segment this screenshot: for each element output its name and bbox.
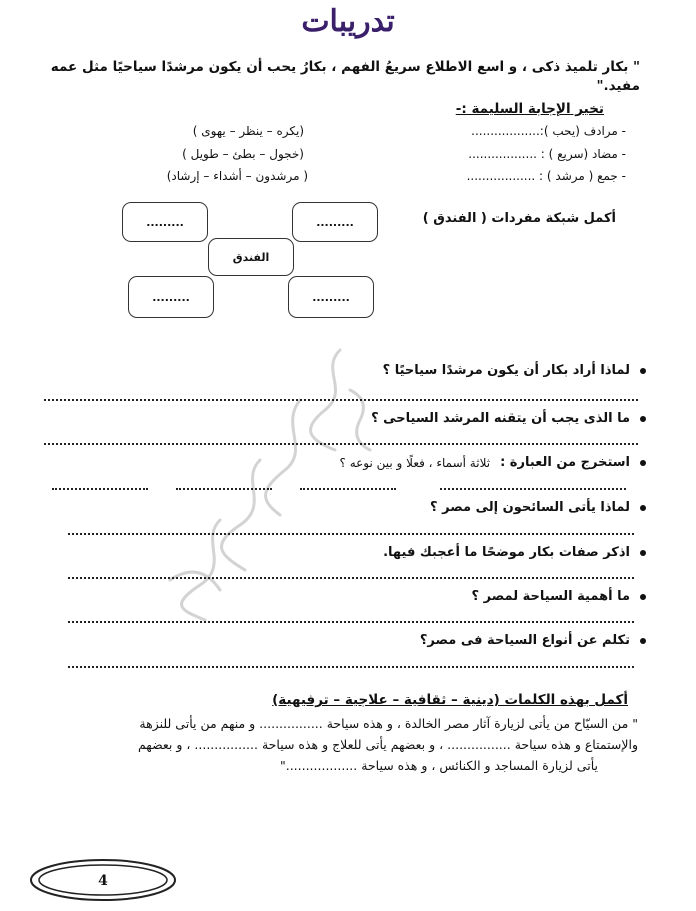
bullet-icon <box>640 368 646 374</box>
question-5-text: اذكر صفات بكار موضحًا ما أعجبك فيها. <box>383 545 630 560</box>
answer-line <box>300 488 396 490</box>
choose-options-2: (خجول – بطئ – طويل ) <box>182 147 304 161</box>
question-6 <box>472 589 646 604</box>
choose-heading: تخير الإجابة السليمة :- <box>455 101 604 117</box>
question-6-text: ما أهمية السياحة لمصر ؟ <box>471 589 630 604</box>
question-3-note: ثلاثة أسماء ، فعلًا و بين نوعه ؟ <box>339 455 491 470</box>
network-box-top-left: ......... <box>122 202 208 242</box>
page-title: تدريبات <box>301 4 395 39</box>
network-box-top-right: ......... <box>292 202 378 242</box>
bullet-icon <box>640 550 646 556</box>
intro-passage: " بكار تلميذ ذكى ، و اسع الاطلاع سريعُ الفهم ، بكارُ يحب أن يكون مرشدًا سياحيًا مثل عمه مفيد." <box>50 59 640 94</box>
question-1-text: لماذا أراد بكار أن يكون مرشدًا سياحيًا ؟ <box>382 363 630 378</box>
question-5 <box>383 545 646 560</box>
complete-line-1: " من السيّاح من يأتى لزيارة آثار مصر الخالدة ، و هذه سياحة ................ و منهم من يأتى للنزهة <box>139 716 638 731</box>
bullet-icon <box>640 638 646 644</box>
question-1 <box>383 363 646 378</box>
bullet-icon <box>640 505 646 511</box>
complete-line-3: يأتى لزيارة المساجد و الكنائس ، و هذه سياحة .................." <box>279 758 598 773</box>
choose-options-3: ( مرشدون – أشداء – إرشاد) <box>166 169 308 183</box>
question-7 <box>420 633 646 648</box>
question-4-text: لماذا يأتى السائحون إلى مصر ؟ <box>430 500 630 515</box>
answer-line <box>440 488 626 490</box>
question-3 <box>340 455 646 470</box>
answer-line <box>68 577 634 579</box>
choose-options-1: (يكره – ينظر – يهوى ) <box>192 124 304 138</box>
complete-line-2: والإستمتاع و هذه سياحة ................ ، و بعضهم يأتى للعلاج و هذه سياحة ................ ، و بعضهم <box>137 737 638 752</box>
network-box-bottom-left: ......... <box>128 276 214 318</box>
question-3-text: استخرج من العبارة : <box>500 455 630 470</box>
answer-line <box>44 399 638 401</box>
complete-heading: أكمل بهذه الكلمات (دينية – ثقافية – علاجية – ترفيهية) <box>272 692 628 708</box>
question-2-text: ما الذى يجب أن يتقنه المرشد السياحى ؟ <box>371 411 630 426</box>
bullet-icon <box>640 460 646 466</box>
network-box-bottom-right: ......... <box>288 276 374 318</box>
answer-line <box>176 488 272 490</box>
complete-paragraph <box>18 713 638 776</box>
choose-question-3: - جمع ( مرشد ) : .................. <box>466 169 626 183</box>
answer-line <box>68 621 634 623</box>
choose-question-2: - مضاد (سريع ) : .................. <box>468 147 626 161</box>
handwritten-watermark <box>110 330 410 630</box>
answer-line <box>68 666 634 668</box>
network-heading: أكمل شبكة مفردات ( الفندق ) <box>422 211 616 226</box>
choose-question-1: - مرادف (يحب ):.................. <box>471 124 626 138</box>
question-7-text: تكلم عن أنواع السياحة فى مصر؟ <box>419 633 630 648</box>
question-2 <box>371 411 646 426</box>
bullet-icon <box>640 416 646 422</box>
answer-line <box>52 488 148 490</box>
answer-line <box>68 533 634 535</box>
network-center-box: الفندق <box>208 238 294 276</box>
bullet-icon <box>640 594 646 600</box>
answer-line <box>44 443 638 445</box>
page-number: 4 <box>98 873 108 889</box>
question-4 <box>430 500 646 515</box>
